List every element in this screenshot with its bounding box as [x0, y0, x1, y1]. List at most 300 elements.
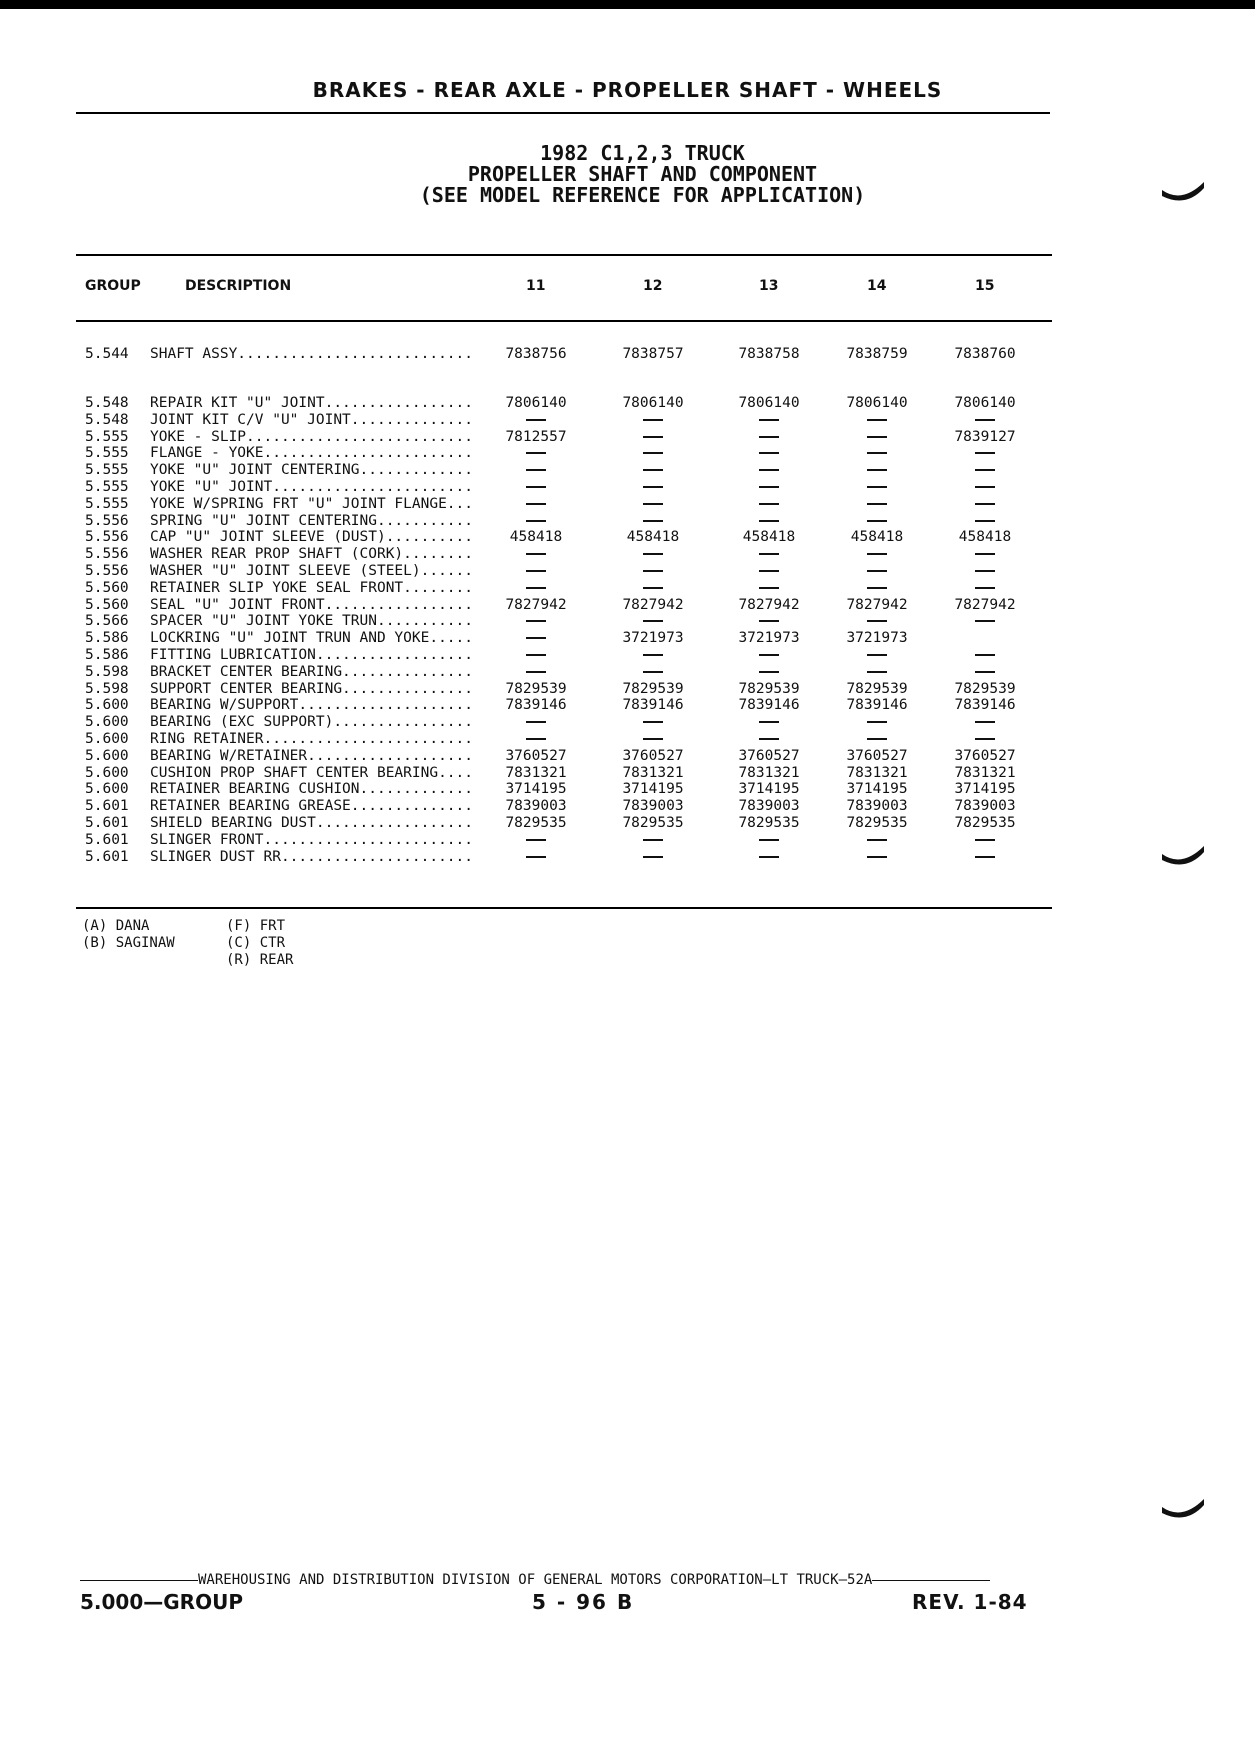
- part-number: 7829535: [846, 814, 908, 831]
- not-applicable-dash: [481, 613, 591, 630]
- dash-mark: [643, 671, 663, 673]
- part-description: RETAINER BEARING CUSHION.............: [150, 781, 474, 798]
- dash-mark: [867, 436, 887, 438]
- part-number: 7829535: [738, 814, 800, 831]
- table-top-rule: [76, 254, 1052, 256]
- not-applicable-dash: [714, 731, 824, 748]
- not-applicable-dash: [930, 479, 1040, 496]
- not-applicable-dash: [930, 412, 1040, 429]
- part-description: BRACKET CENTER BEARING...............: [150, 663, 474, 680]
- dash-mark: [975, 452, 995, 454]
- column-header-model-13: 13: [759, 278, 779, 294]
- dash-mark: [526, 637, 546, 639]
- group-number: 5.556: [85, 546, 129, 563]
- dash-mark: [975, 721, 995, 723]
- dash-mark: [975, 839, 995, 841]
- title-line-3: (SEE MODEL REFERENCE FOR APPLICATION): [419, 183, 866, 207]
- parts-table-top: [0, 344, 1255, 364]
- dash-mark: [759, 839, 779, 841]
- table-row: [0, 529, 1255, 546]
- dash-mark: [526, 620, 546, 622]
- part-description: SPRING "U" JOINT CENTERING...........: [150, 512, 474, 529]
- dash-mark: [643, 839, 663, 841]
- not-applicable-dash: [714, 462, 824, 479]
- table-row: [0, 395, 1255, 412]
- dash-mark: [643, 452, 663, 454]
- dash-mark: [526, 520, 546, 522]
- not-applicable-dash: [481, 580, 591, 597]
- table-row: [0, 832, 1255, 849]
- legend-item: (F) FRT: [226, 918, 286, 934]
- group-number: 5.566: [85, 613, 129, 630]
- dash-mark: [759, 436, 779, 438]
- not-applicable-dash: [714, 714, 824, 731]
- dash-mark: [759, 654, 779, 656]
- binder-hole-top: [1160, 168, 1210, 208]
- not-applicable-dash: [714, 445, 824, 462]
- section-header: BRAKES - REAR AXLE - PROPELLER SHAFT - WHEELS: [312, 78, 943, 102]
- footer-rule-left: [80, 1580, 198, 1581]
- group-number: 5.555: [85, 478, 129, 495]
- part-description: LOCKRING "U" JOINT TRUN AND YOKE.....: [150, 630, 474, 647]
- dash-mark: [975, 856, 995, 858]
- not-applicable-dash: [930, 664, 1040, 681]
- not-applicable-dash: [598, 714, 708, 731]
- part-number: 458418: [958, 529, 1012, 546]
- part-number: 7839146: [954, 697, 1016, 714]
- part-description: BEARING (EXC SUPPORT)................: [150, 714, 474, 731]
- part-number: 7839003: [738, 798, 800, 815]
- footer-revision: REV. 1-84: [912, 1590, 1028, 1614]
- not-applicable-dash: [822, 580, 932, 597]
- not-applicable-dash: [714, 849, 824, 866]
- group-number: 5.555: [85, 495, 129, 512]
- dash-mark: [643, 520, 663, 522]
- group-number: 5.555: [85, 445, 129, 462]
- not-applicable-dash: [822, 849, 932, 866]
- table-row: [0, 697, 1255, 714]
- dash-mark: [643, 570, 663, 572]
- part-description: SHAFT ASSY...........................: [150, 346, 474, 362]
- not-applicable-dash: [930, 731, 1040, 748]
- part-number: 7839146: [505, 697, 567, 714]
- part-description: RETAINER SLIP YOKE SEAL FRONT........: [150, 579, 474, 596]
- page-title: [300, 143, 985, 206]
- dash-mark: [526, 856, 546, 858]
- dash-mark: [867, 570, 887, 572]
- dash-mark: [867, 856, 887, 858]
- part-number: 7806140: [846, 395, 908, 411]
- table-row: [0, 681, 1255, 698]
- not-applicable-dash: [822, 445, 932, 462]
- dash-mark: [643, 620, 663, 622]
- table-row: [0, 765, 1255, 782]
- part-number: 7829535: [622, 814, 684, 831]
- not-applicable-dash: [822, 412, 932, 429]
- not-applicable-dash: [714, 563, 824, 580]
- table-row: [0, 462, 1255, 479]
- group-number: 5.560: [85, 579, 129, 596]
- group-number: 5.560: [85, 596, 129, 613]
- part-description: BEARING W/SUPPORT....................: [150, 697, 474, 714]
- dash-mark: [867, 520, 887, 522]
- dash-mark: [759, 620, 779, 622]
- table-row: [0, 429, 1255, 446]
- not-applicable-dash: [822, 613, 932, 630]
- legend-item: (A) DANA: [82, 918, 150, 934]
- not-applicable-dash: [598, 647, 708, 664]
- dash-mark: [867, 469, 887, 471]
- dash-mark: [526, 671, 546, 673]
- part-number: 7838760: [954, 346, 1016, 362]
- not-applicable-dash: [714, 647, 824, 664]
- group-number: 5.598: [85, 663, 129, 680]
- not-applicable-dash: [481, 714, 591, 731]
- part-description: SHIELD BEARING DUST..................: [150, 814, 474, 831]
- not-applicable-dash: [930, 563, 1040, 580]
- table-row: [0, 748, 1255, 765]
- part-number: 7839146: [846, 697, 908, 714]
- part-number: 7829539: [505, 680, 567, 697]
- not-applicable-dash: [930, 647, 1040, 664]
- table-row: [0, 714, 1255, 731]
- part-number: 7839003: [622, 798, 684, 815]
- not-applicable-dash: [822, 731, 932, 748]
- group-number: 5.555: [85, 428, 129, 445]
- not-applicable-dash: [714, 479, 824, 496]
- part-number: 7806140: [622, 395, 684, 411]
- part-number: 7839146: [738, 697, 800, 714]
- part-number: 7827942: [954, 596, 1016, 613]
- group-number: 5.556: [85, 512, 129, 529]
- dash-mark: [759, 452, 779, 454]
- header-bottom-rule: [76, 320, 1052, 322]
- table-row: [0, 781, 1255, 798]
- table-row: [0, 613, 1255, 630]
- title-line-1: 1982 C1,2,3 TRUCK: [540, 141, 745, 165]
- group-number: 5.601: [85, 848, 129, 865]
- not-applicable-dash: [598, 731, 708, 748]
- part-description: CUSHION PROP SHAFT CENTER BEARING....: [150, 764, 474, 781]
- part-number: 3714195: [738, 781, 800, 798]
- part-number: 3714195: [622, 781, 684, 798]
- part-number: 458418: [850, 529, 904, 546]
- dash-mark: [643, 738, 663, 740]
- part-number: 7838756: [505, 346, 567, 362]
- not-applicable-dash: [598, 849, 708, 866]
- not-applicable-dash: [598, 580, 708, 597]
- group-number: 5.586: [85, 646, 129, 663]
- dash-mark: [643, 469, 663, 471]
- part-number: 7812557: [505, 428, 567, 445]
- not-applicable-dash: [598, 513, 708, 530]
- part-number: 3714195: [846, 781, 908, 798]
- not-applicable-dash: [930, 513, 1040, 530]
- dash-mark: [867, 839, 887, 841]
- table-row: [0, 647, 1255, 664]
- top-edge-bar: [0, 0, 1255, 9]
- dash-mark: [643, 856, 663, 858]
- dash-mark: [759, 553, 779, 555]
- dash-mark: [526, 587, 546, 589]
- part-number: 3714195: [954, 781, 1016, 798]
- group-number: 5.548: [85, 411, 129, 428]
- not-applicable-dash: [930, 445, 1040, 462]
- dash-mark: [526, 469, 546, 471]
- footer-group: 5.000—GROUP: [80, 1590, 243, 1614]
- part-description: YOKE W/SPRING FRT "U" JOINT FLANGE...: [150, 495, 474, 512]
- table-row: [0, 546, 1255, 563]
- part-number: 3760527: [505, 747, 567, 764]
- part-number: 7829535: [505, 814, 567, 831]
- part-description: WASHER REAR PROP SHAFT (CORK)........: [150, 546, 474, 563]
- dash-mark: [759, 486, 779, 488]
- dash-mark: [975, 620, 995, 622]
- table-row: [0, 731, 1255, 748]
- part-number: 458418: [509, 529, 563, 546]
- dash-mark: [867, 452, 887, 454]
- dash-mark: [643, 587, 663, 589]
- dash-mark: [867, 587, 887, 589]
- part-number: 3760527: [846, 747, 908, 764]
- not-applicable-dash: [598, 832, 708, 849]
- part-description: RING RETAINER........................: [150, 730, 474, 747]
- part-number: 7838759: [846, 346, 908, 362]
- part-description: JOINT KIT C/V "U" JOINT..............: [150, 411, 474, 428]
- not-applicable-dash: [598, 664, 708, 681]
- table-row: [0, 664, 1255, 681]
- dash-mark: [975, 419, 995, 421]
- part-number: 3721973: [846, 630, 908, 647]
- table-row: [0, 798, 1255, 815]
- not-applicable-dash: [714, 412, 824, 429]
- part-number: 458418: [626, 529, 680, 546]
- table-row: [0, 479, 1255, 496]
- not-applicable-dash: [822, 513, 932, 530]
- not-applicable-dash: [481, 832, 591, 849]
- not-applicable-dash: [481, 496, 591, 513]
- part-description: SLINGER FRONT........................: [150, 831, 474, 848]
- part-description: SUPPORT CENTER BEARING...............: [150, 680, 474, 697]
- dash-mark: [867, 738, 887, 740]
- not-applicable-dash: [598, 563, 708, 580]
- part-number: 7806140: [505, 395, 567, 411]
- dash-mark: [975, 587, 995, 589]
- dash-mark: [975, 553, 995, 555]
- not-applicable-dash: [822, 714, 932, 731]
- not-applicable-dash: [930, 546, 1040, 563]
- not-applicable-dash: [822, 546, 932, 563]
- part-description: SLINGER DUST RR......................: [150, 848, 474, 865]
- dash-mark: [975, 503, 995, 505]
- not-applicable-dash: [481, 849, 591, 866]
- part-number: 3721973: [622, 630, 684, 647]
- not-applicable-dash: [714, 429, 824, 446]
- not-applicable-dash: [822, 462, 932, 479]
- legend-right: [226, 918, 293, 969]
- part-description: BEARING W/RETAINER...................: [150, 747, 474, 764]
- table-row: [0, 630, 1255, 647]
- dash-mark: [759, 738, 779, 740]
- not-applicable-dash: [481, 479, 591, 496]
- dash-mark: [526, 654, 546, 656]
- dash-mark: [975, 570, 995, 572]
- not-applicable-dash: [598, 613, 708, 630]
- footer-division-line: [80, 1572, 1050, 1588]
- part-number: 7806140: [954, 395, 1016, 411]
- group-number: 5.601: [85, 831, 129, 848]
- part-number: 458418: [742, 529, 796, 546]
- dash-mark: [759, 503, 779, 505]
- dash-mark: [867, 486, 887, 488]
- binder-hole-bottom: [1160, 1485, 1210, 1525]
- table-row: [0, 815, 1255, 832]
- part-description: REPAIR KIT "U" JOINT.................: [150, 395, 474, 411]
- part-number: 7827942: [738, 596, 800, 613]
- group-number: 5.548: [85, 395, 129, 411]
- not-applicable-dash: [598, 479, 708, 496]
- footer-rule-right: [872, 1580, 990, 1581]
- not-applicable-dash: [598, 496, 708, 513]
- part-number: 7839003: [505, 798, 567, 815]
- part-number: 7827942: [622, 596, 684, 613]
- not-applicable-dash: [598, 429, 708, 446]
- part-number: 7829535: [954, 814, 1016, 831]
- part-description: RETAINER BEARING GREASE..............: [150, 798, 474, 815]
- group-number: 5.544: [85, 346, 129, 362]
- group-number: 5.600: [85, 764, 129, 781]
- dash-mark: [643, 503, 663, 505]
- not-applicable-dash: [714, 513, 824, 530]
- dash-mark: [867, 654, 887, 656]
- part-description: FITTING LUBRICATION..................: [150, 646, 474, 663]
- column-header-group: GROUP: [85, 278, 141, 294]
- part-number: 7839003: [954, 798, 1016, 815]
- title-line-2: PROPELLER SHAFT AND COMPONENT: [467, 162, 818, 186]
- column-header-model-11: 11: [526, 278, 546, 294]
- not-applicable-dash: [822, 563, 932, 580]
- not-applicable-dash: [714, 580, 824, 597]
- not-applicable-dash: [822, 832, 932, 849]
- dash-mark: [643, 436, 663, 438]
- dash-mark: [643, 654, 663, 656]
- not-applicable-dash: [481, 630, 591, 647]
- group-number: 5.600: [85, 747, 129, 764]
- part-description: WASHER "U" JOINT SLEEVE (STEEL)......: [150, 562, 474, 579]
- dash-mark: [759, 856, 779, 858]
- not-applicable-dash: [481, 664, 591, 681]
- not-applicable-dash: [714, 546, 824, 563]
- table-row: [0, 513, 1255, 530]
- not-applicable-dash: [930, 580, 1040, 597]
- not-applicable-dash: [714, 613, 824, 630]
- part-number: 3760527: [954, 747, 1016, 764]
- part-number: 7827942: [505, 596, 567, 613]
- not-applicable-dash: [481, 462, 591, 479]
- dash-mark: [975, 486, 995, 488]
- table-row: [0, 412, 1255, 429]
- part-description: YOKE "U" JOINT CENTERING.............: [150, 462, 474, 479]
- column-header-model-12: 12: [643, 278, 663, 294]
- dash-mark: [975, 654, 995, 656]
- dash-mark: [526, 721, 546, 723]
- dash-mark: [975, 520, 995, 522]
- part-number: 3760527: [738, 747, 800, 764]
- not-applicable-dash: [598, 462, 708, 479]
- not-applicable-dash: [930, 849, 1040, 866]
- dash-mark: [867, 419, 887, 421]
- part-number: 7831321: [505, 764, 567, 781]
- part-number: 3714195: [505, 781, 567, 798]
- part-number: 7839146: [622, 697, 684, 714]
- part-number: 7827942: [846, 596, 908, 613]
- dash-mark: [643, 486, 663, 488]
- group-number: 5.600: [85, 730, 129, 747]
- part-number: 7839003: [846, 798, 908, 815]
- group-number: 5.600: [85, 714, 129, 731]
- group-number: 5.600: [85, 781, 129, 798]
- part-number: 7831321: [846, 764, 908, 781]
- legend-item: (B) SAGINAW: [82, 935, 175, 951]
- part-description: SEAL "U" JOINT FRONT.................: [150, 596, 474, 613]
- dash-mark: [867, 671, 887, 673]
- dash-mark: [526, 486, 546, 488]
- group-number: 5.556: [85, 529, 129, 546]
- legend-item: (R) REAR: [226, 952, 294, 968]
- table-row: [0, 580, 1255, 597]
- part-number: 7829539: [846, 680, 908, 697]
- part-description: SPACER "U" JOINT YOKE TRUN...........: [150, 613, 474, 630]
- legend-left: [82, 918, 175, 952]
- not-applicable-dash: [481, 412, 591, 429]
- not-applicable-dash: [930, 496, 1040, 513]
- not-applicable-dash: [598, 412, 708, 429]
- table-row: [0, 597, 1255, 614]
- part-number: 3721973: [738, 630, 800, 647]
- footer-page-number: 5 - 96 B: [532, 1590, 635, 1614]
- table-bottom-rule: [76, 907, 1052, 909]
- dash-mark: [526, 553, 546, 555]
- part-number: 7839127: [954, 428, 1016, 445]
- dash-mark: [759, 587, 779, 589]
- not-applicable-dash: [714, 664, 824, 681]
- table-row: [0, 849, 1255, 866]
- table-row: [0, 445, 1255, 462]
- not-applicable-dash: [822, 664, 932, 681]
- part-number: 7831321: [738, 764, 800, 781]
- not-applicable-dash: [714, 496, 824, 513]
- column-header-model-15: 15: [975, 278, 995, 294]
- not-applicable-dash: [930, 462, 1040, 479]
- part-number: 7831321: [622, 764, 684, 781]
- not-applicable-dash: [930, 613, 1040, 630]
- group-number: 5.555: [85, 462, 129, 479]
- column-header-model-14: 14: [867, 278, 887, 294]
- group-number: 5.600: [85, 697, 129, 714]
- not-applicable-dash: [481, 445, 591, 462]
- group-number: 5.601: [85, 798, 129, 815]
- table-row: [0, 344, 1255, 364]
- dash-mark: [526, 738, 546, 740]
- dash-mark: [759, 671, 779, 673]
- dash-mark: [643, 419, 663, 421]
- dash-mark: [867, 620, 887, 622]
- dash-mark: [643, 721, 663, 723]
- parts-table: [0, 395, 1255, 865]
- dash-mark: [526, 570, 546, 572]
- not-applicable-dash: [930, 832, 1040, 849]
- dash-mark: [759, 469, 779, 471]
